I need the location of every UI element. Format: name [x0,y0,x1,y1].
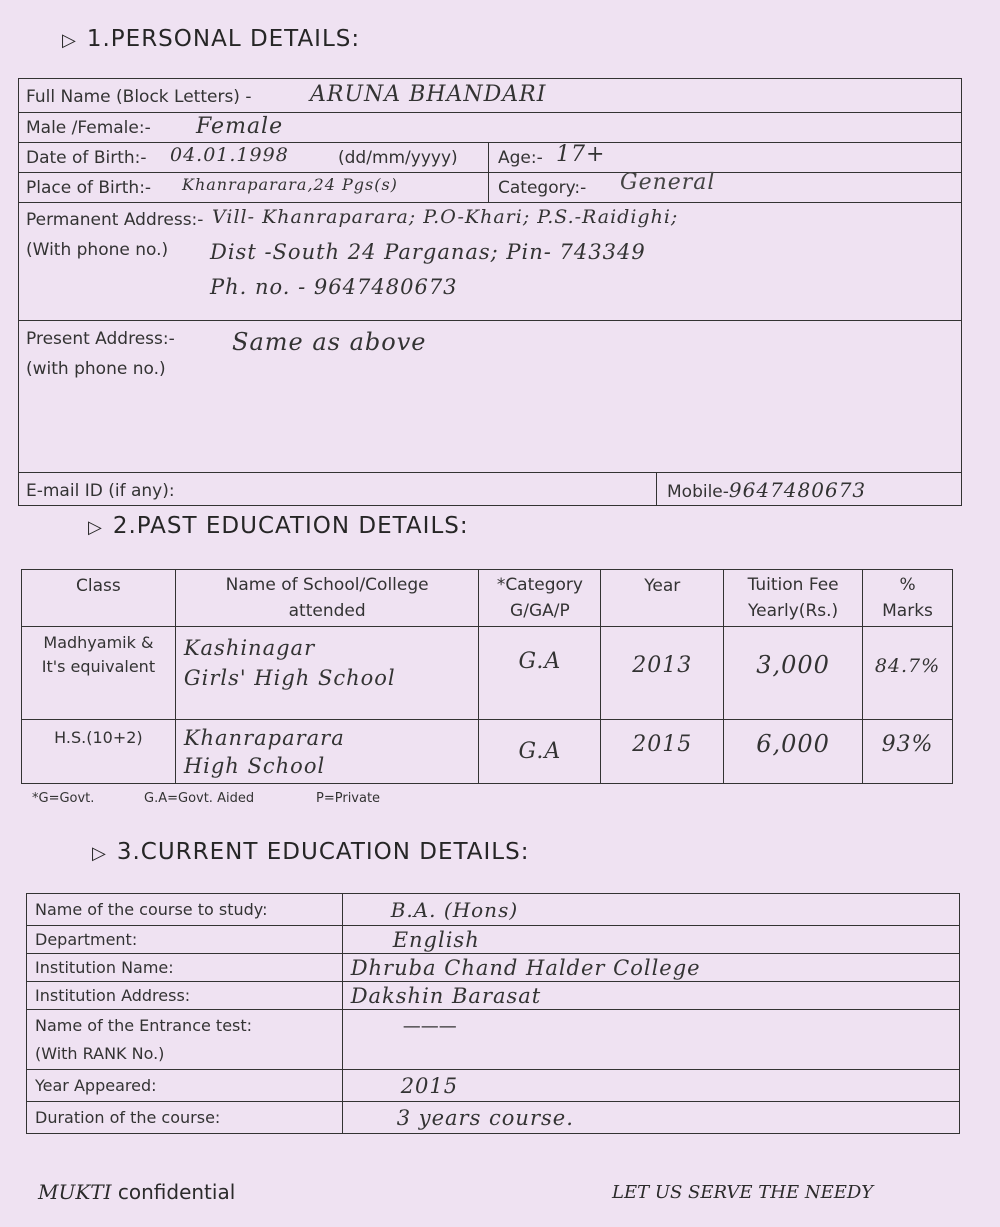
row-label: Duration of the course: [27,1102,343,1134]
row-value: 2015 [342,1070,959,1102]
past-education-table [21,569,953,784]
perm-address-label: Permanent Address:- [26,210,204,230]
category-note-private: P=Private [316,791,381,806]
row-label: Year Appeared: [27,1070,343,1102]
header-class: Class [22,570,176,627]
table-row [27,982,960,1010]
row-label: Department: [27,926,343,954]
table-row [27,1010,960,1070]
row-category: G.A [479,720,601,784]
category-label: Category:- [498,178,587,198]
row-value: B.A. (Hons) [342,894,959,926]
table-row [22,627,953,720]
row-label: Name of the Entrance test: (With RANK No.) [27,1010,343,1070]
table-row [27,1102,960,1134]
arrow-icon: ▷ [62,30,77,51]
section-title: 1.PERSONAL DETAILS: [86,26,361,52]
row-school: Kashinagar Girls' High School [175,627,479,720]
category-value: General [620,170,716,195]
mobile-label: Mobile- [667,482,729,502]
row-school: Khanraparara High School [175,720,479,784]
present-address-label: Present Address:- [26,329,175,349]
header-marks: % Marks [863,570,953,627]
pob-label: Place of Birth:- [26,178,152,198]
row-value: 3 years course. [342,1102,959,1134]
row-category: G.A [479,627,601,720]
section-title: 2.PAST EDUCATION DETAILS: [112,513,469,539]
row-value: ——— [342,1010,959,1070]
footer-slogan: LET US SERVE THE NEEDY [612,1182,874,1203]
age-label: Age:- [498,148,543,168]
arrow-icon: ▷ [92,843,107,864]
row-year: 2013 [601,627,724,720]
footer-brand: MUKTI [38,1180,112,1204]
row-label: Name of the course to study: [27,894,343,926]
arrow-icon: ▷ [88,517,103,538]
row-value: Dhruba Chand Halder College [342,954,959,982]
row-year: 2015 [601,720,724,784]
section-heading-past [88,513,469,539]
perm-address-line1: Vill- Khanraparara; P.O-Khari; P.S.-Raidighi; [212,206,679,228]
section-heading-current [92,839,529,865]
header-fee: Tuition Fee Yearly(Rs.) [724,570,863,627]
dob-value: 04.01.1998 [170,144,289,166]
footer-confidential-text: confidential [111,1180,236,1204]
section-title: 3.CURRENT EDUCATION DETAILS: [116,839,530,865]
row-label: Institution Name: [27,954,343,982]
table-row [27,926,960,954]
table-row [27,894,960,926]
mobile-field [667,478,866,502]
table-header-row [22,570,953,627]
row-fee: 6,000 [724,720,863,784]
sex-label: Male /Female:- [26,118,151,138]
present-address-label2: (with phone no.) [26,359,166,379]
row-marks: 84.7% [863,627,953,720]
full-name-value: ARUNA BHANDARI [310,82,547,107]
pob-value: Khanraparara,24 Pgs(s) [182,175,398,194]
row-value: English [342,926,959,954]
category-note-govt: *G=Govt. [32,791,95,806]
table-row [27,954,960,982]
present-address-value: Same as above [232,328,427,356]
mobile-value: 9647480673 [728,478,867,502]
full-name-label: Full Name (Block Letters) - [26,87,252,107]
table-row [27,1070,960,1102]
row-class: H.S.(10+2) [22,720,176,784]
dob-label: Date of Birth:- [26,148,147,168]
row-class: Madhyamik & It's equivalent [22,627,176,720]
category-note-aided: G.A=Govt. Aided [144,791,255,806]
current-education-table [26,893,960,1134]
perm-address-line3: Ph. no. - 9647480673 [210,275,458,299]
section-heading-personal [62,26,360,52]
age-value: 17+ [556,142,606,167]
sex-value: Female [196,114,284,139]
row-value: Dakshin Barasat [342,982,959,1010]
dob-format: (dd/mm/yyyy) [338,148,458,168]
header-school: Name of School/College attended [175,570,479,627]
row-fee: 3,000 [724,627,863,720]
row-marks: 93% [863,720,953,784]
row-label: Institution Address: [27,982,343,1010]
perm-address-line2: Dist -South 24 Parganas; Pin- 743349 [210,240,646,264]
header-category: *Category G/GA/P [479,570,601,627]
header-year: Year [601,570,724,627]
table-row [22,720,953,784]
email-label: E-mail ID (if any): [26,481,175,501]
footer-confidential [38,1180,235,1204]
perm-address-label2: (With phone no.) [26,240,169,260]
